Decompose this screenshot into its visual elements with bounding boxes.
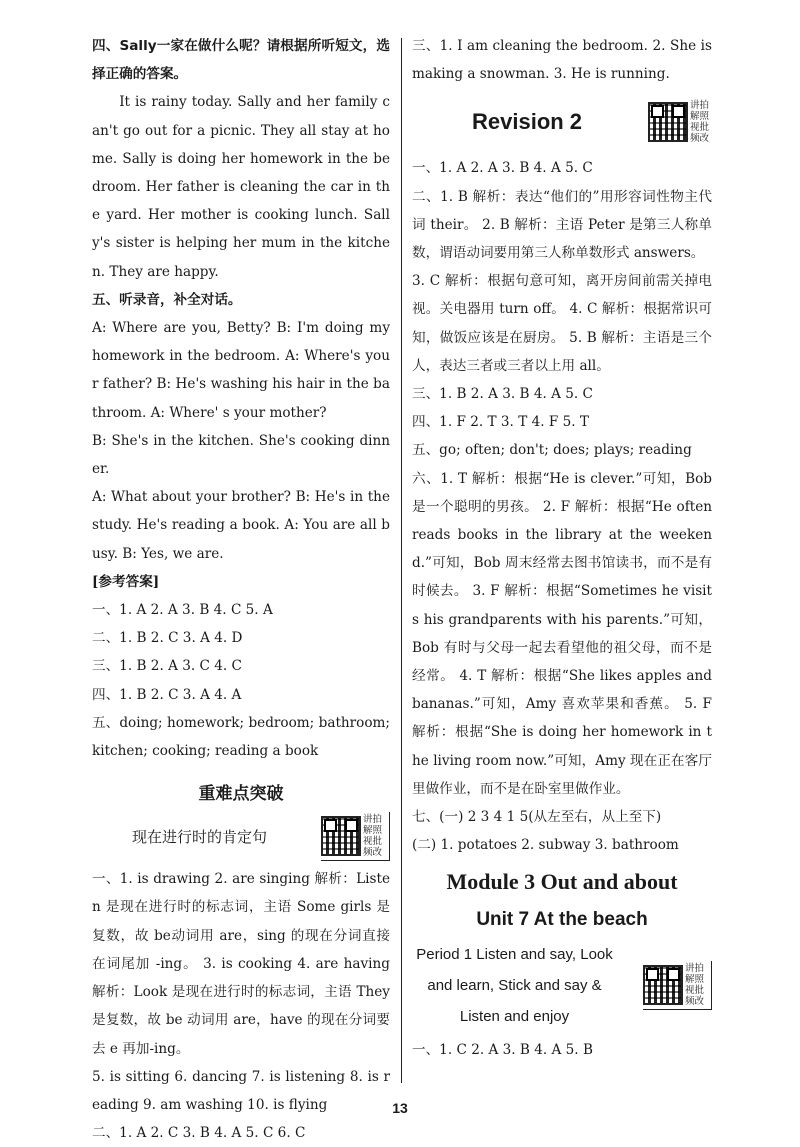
listening-passage: It is rainy today. Sally and her family can't go out for a picnic. They all stay at home. Sally is doing her homework in the bedroom. Her father is cleaning the car in the yard. Her mother is cooking lunch. Sally's sister is helping her mum in the kitchen. They are happy. <box>92 94 390 280</box>
listening-section-4-title: 四、Sally一家在做什么呢？请根据所听短文，选择正确的答案。 <box>92 38 390 83</box>
period-row <box>412 939 712 1032</box>
unit-title: Unit 7 At the beach <box>476 909 648 931</box>
answer-line: 一、1. A 2. A 3. B 4. C 5. A <box>92 602 273 619</box>
revision-header <box>412 100 712 144</box>
qr-code-icon[interactable] <box>321 816 361 856</box>
exercise-answer: 一、1. is drawing 2. are singing 解析：Listen 是现在进行时的标志词，主语 Some girls 是复数，故 be动词用 are，sing 的现在分词直接在词尾加 -ing。 3. is cooking 4. are having 解析：Look 是现在进行时的标志词，主语 They 是复数，故 be 动词用 are，have 的现在分词要去 e 再加-ing。 <box>92 871 390 1057</box>
qr-code-block[interactable] <box>321 812 390 861</box>
left-column <box>92 32 390 1147</box>
section-heading: 重难点突破 <box>198 784 284 805</box>
page-number: 13 <box>392 1100 408 1116</box>
dialogue-line: A: What about your brother? B: He's in the study. He's reading a book. A: You are all busy. B: Yes, we are. <box>92 489 390 562</box>
exercise-answer: 5. is sitting 6. dancing 7. is listening 8. is reading 9. am washing 10. is flying <box>92 1068 390 1113</box>
subheading-row <box>92 812 390 861</box>
revision-title: Revision 2 <box>472 109 583 135</box>
qr-code-icon[interactable] <box>648 102 688 142</box>
exercise-answer: 二、1. A 2. C 3. B 4. A 5. C 6. C <box>92 1125 306 1142</box>
qr-code-icon[interactable] <box>643 965 683 1005</box>
subheading: 现在进行时的肯定句 <box>132 828 268 847</box>
answer-line: 一、1. C 2. A 3. B 4. A 5. B <box>412 1042 593 1059</box>
listening-section-5-title: 五、听录音，补全对话。 <box>92 291 242 308</box>
qr-code-block[interactable] <box>643 961 712 1010</box>
period-title: Period 1 Listen and say, Look and learn, Stick and say & Listen and enjoy <box>416 946 613 1026</box>
answer-line: 五、doing; homework; bedroom; bathroom; kitchen; cooking; reading a book <box>92 714 390 760</box>
revision-answer: 五、go; often; don't; does; plays; reading <box>412 442 692 459</box>
qr-label: 讲拍解照视批频改 <box>363 814 383 859</box>
module-title: Module 3 Out and about <box>446 869 678 895</box>
dialogue-line: B: She's in the kitchen. She's cooking dinner. <box>92 432 390 478</box>
answers-label: [参考答案] <box>92 573 160 590</box>
right-column <box>412 32 712 1065</box>
answer-line: 三、1. B 2. A 3. C 4. C <box>92 658 242 675</box>
qr-code-block[interactable] <box>648 100 712 144</box>
revision-answer: 3. C 解析：根据句意可知，离开房间前需关掉电视。关电器用 turn off。 4. C 解析：根据常识可知，做饭应该是在厨房。 5. B 解析：主语是三个人，表达三者或三者以上用 all。 <box>412 273 712 374</box>
column-divider <box>401 38 402 1083</box>
qr-label: 讲拍解照视批频改 <box>690 100 710 145</box>
answer-line: 三、1. I am cleaning the bedroom. 2. She is making a snowman. 3. He is running. <box>412 38 712 83</box>
revision-answer: 七、(一) 2 3 4 1 5(从左至右，从上至下) <box>412 809 662 826</box>
revision-answer: 三、1. B 2. A 3. B 4. A 5. C <box>412 386 593 403</box>
qr-label: 讲拍解照视批频改 <box>685 963 705 1008</box>
revision-answer: 二、1. B 解析：表达“他们的”用形容词性物主代词 their。 2. B 解析：主语 Peter 是第三人称单数，谓语动词要用第三人称单数形式 answers。 <box>412 188 712 262</box>
revision-answer: (二) 1. potatoes 2. subway 3. bathroom <box>412 837 679 854</box>
revision-answer: 四、1. F 2. T 3. T 4. F 5. T <box>412 414 589 431</box>
answer-line: 四、1. B 2. C 3. A 4. A <box>92 686 242 703</box>
answer-line: 二、1. B 2. C 3. A 4. D <box>92 630 243 647</box>
revision-answer: 六、1. T 解析：根据“He is clever.”可知，Bob 是一个聪明的男孩。 2. F 解析：根据“He often reads books in the library at the weekend.”可知，Bob 周末经常去图书馆读书，而不是有时候去。 3. F 解析：根据“Sometimes he visits his grandparents with his parents.”可知，Bob 有时与父母一起去看望他的祖父母，而不是经常。 4. T 解析：根据“She likes apples and bananas.”可知，Amy 喜欢苹果和香蕉。 5. F 解析：根据“She is doing her homework in the living room now.”可知，Amy 现在正在客厅里做作业，而不是在卧室里做作业。 <box>412 470 712 797</box>
dialogue-line: A: Where are you, Betty? B: I'm doing my homework in the bedroom. A: Where's your father? B: He's washing his hair in the bathroom. A: Where' s your mother? <box>92 320 390 421</box>
revision-answer: 一、1. A 2. A 3. B 4. A 5. C <box>412 160 593 177</box>
